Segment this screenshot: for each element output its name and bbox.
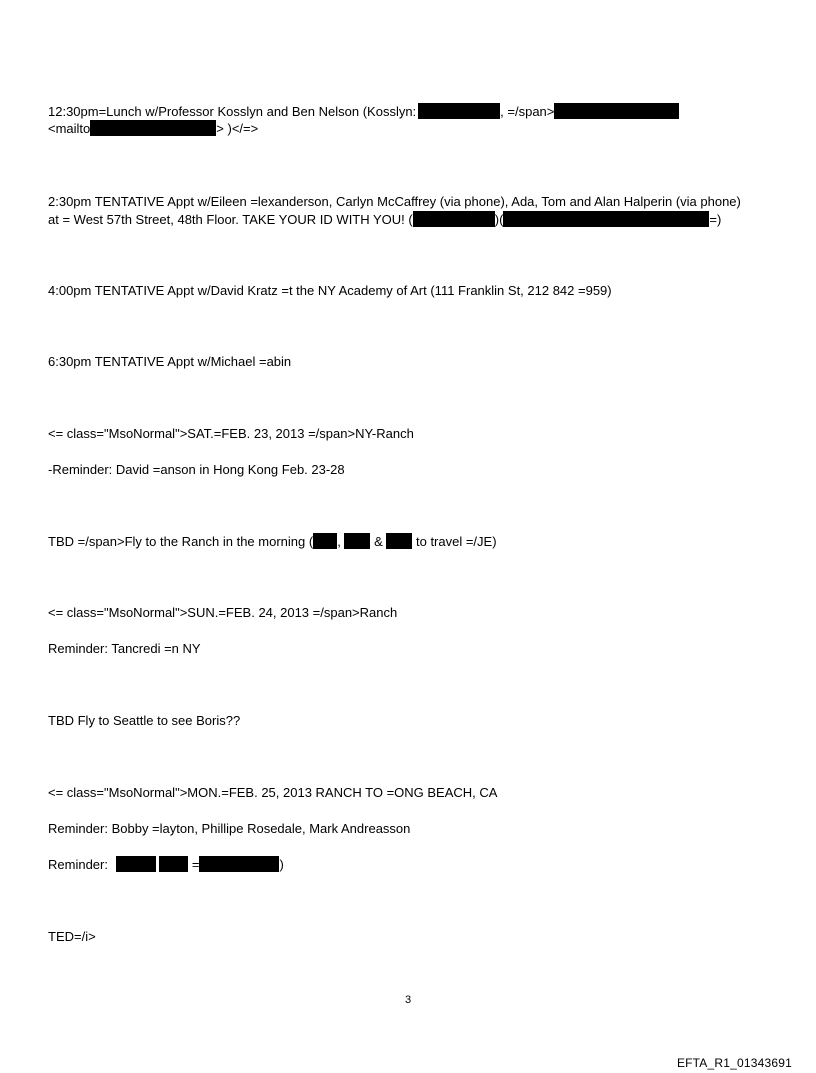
entry-text: <= class="MsoNormal">SAT.=FEB. 23, 2013 =/span>NY-Ranch <box>48 426 414 441</box>
document-id-footer: EFTA_R1_01343691 <box>676 1056 792 1070</box>
entry-text: 12:30pm=Lunch w/Professor Kosslyn and Ben Nelson (Kosslyn: <box>48 104 417 119</box>
entry-text: TED=/i> <box>48 929 96 944</box>
entry-text: <= class="MsoNormal">MON.=FEB. 25, 2013 RANCH TO =ONG BEACH, CA <box>48 785 498 800</box>
entry-text: Reminder: Bobby =layton, Phillipe Rosedale, Mark Andreasson <box>48 821 411 836</box>
entry-text: -Reminder: David =anson in Hong Kong Feb. 23-28 <box>48 462 345 477</box>
redaction-block <box>313 533 337 549</box>
entry-text: Reminder: Tancredi =n NY <box>48 641 201 656</box>
entry-lunch-kosslyn <box>48 103 679 120</box>
entry-text: =) <box>709 212 722 227</box>
entry-appt-kratz <box>48 282 612 299</box>
entry-appt-eileen <box>48 193 741 210</box>
entry-appt-eileen-location <box>48 211 721 228</box>
redaction-block <box>503 211 709 227</box>
redaction-block <box>418 103 500 119</box>
entry-text: ) <box>279 857 284 872</box>
entry-text: & <box>374 534 383 549</box>
entry-text: to travel =/JE) <box>415 534 497 549</box>
day-header-sun <box>48 604 397 621</box>
entry-text: > )</=> <box>216 121 259 136</box>
entry-text: TBD Fly to Seattle to see Boris?? <box>48 713 241 728</box>
entry-text: = <box>191 857 200 872</box>
redaction-block <box>90 120 216 136</box>
redaction-block <box>199 856 279 872</box>
entry-text: <mailto <box>48 121 91 136</box>
entry-text: 2:30pm TENTATIVE Appt w/Eileen =lexanderson, Carlyn McCaffrey (via phone), Ada, Tom and Alan Halperin (via phone) <box>48 194 741 209</box>
entry-text: , <box>337 534 341 549</box>
entry-text: 6:30pm TENTATIVE Appt w/Michael =abin <box>48 354 292 369</box>
entry-ted <box>48 928 96 945</box>
reminder-bobby <box>48 820 410 837</box>
entry-appt-michael <box>48 353 291 370</box>
entry-text: TBD =/span>Fly to the Ranch in the morning ( <box>48 534 314 549</box>
day-header-mon <box>48 784 497 801</box>
reminder-tancredi <box>48 640 201 657</box>
entry-text: at = West 57th Street, 48th Floor. TAKE YOUR ID WITH YOU! ( <box>48 212 413 227</box>
redaction-block <box>386 533 412 549</box>
entry-text: <= class="MsoNormal">SUN.=FEB. 24, 2013 =/span>Ranch <box>48 605 398 620</box>
entry-text: , =/span> <box>500 104 555 119</box>
redaction-block <box>116 856 156 872</box>
redaction-block <box>554 103 679 119</box>
reminder-david <box>48 461 345 478</box>
redaction-block <box>159 856 188 872</box>
redaction-block <box>413 211 495 227</box>
entry-fly-seattle <box>48 712 240 729</box>
entry-fly-ranch <box>48 533 497 550</box>
redaction-block <box>344 533 370 549</box>
entry-text: )( <box>494 212 504 227</box>
entry-text: Reminder: <box>48 857 108 872</box>
entry-lunch-kosslyn-mailto <box>48 120 258 137</box>
page-number: 3 <box>404 994 412 1006</box>
day-header-sat <box>48 425 414 442</box>
entry-text: 4:00pm TENTATIVE Appt w/David Kratz =t the NY Academy of Art (111 Franklin St, 212 842 =959) <box>48 283 612 298</box>
reminder-redacted <box>48 856 284 873</box>
